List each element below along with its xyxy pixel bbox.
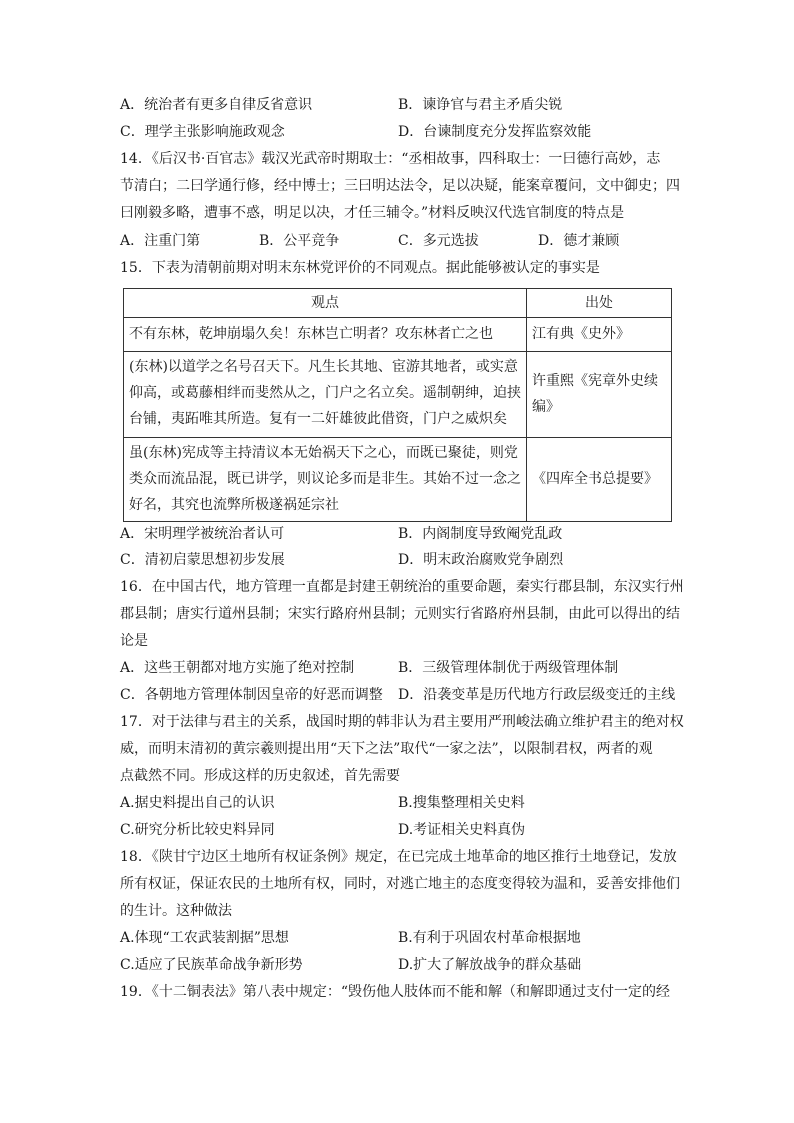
q14-stem-line-1: 14．《后汉书·百官志》载汉光武帝时期取士：“丞相故事，四科取士：一曰德行高妙，志 [120,151,661,167]
q14-stem-line-2: 节清白；二曰学通行修，经中博士；三曰明达法令，足以决疑，能案章覆问，文中御史；四 [120,178,680,194]
q18-stem-line-1: 18．《陕甘宁边区土地所有权证条例》规定，在已完成土地革命的地区推行土地登记，发放 [120,849,677,865]
row1-view-line-1: 不有东林，乾坤崩塌久矣！东林岂亡明者？攻东林者亡之也 [129,326,493,342]
q16-stem-line-1: 16．在中国古代，地方管理一直都是封建王朝统治的重要命题，秦实行郡县制，东汉实行州 [120,579,684,595]
table-header-view: 观点 [311,295,339,311]
q13-option-c: C．理学主张影响施政观念 [120,124,285,140]
q15-option-a: A．宋明理学被统治者认可 [120,526,285,542]
q14-option-b: B．公平竞争 [259,233,340,249]
q19-stem-line-1: 19．《十二铜表法》第八表中规定：“毁伤他人肢体而不能和解（和解即通过支付一定的经 [120,984,670,1000]
q17-option-b: B.搜集整理相关史料 [398,795,525,811]
q18-option-a: A.体现“工农武装割据”思想 [120,930,289,946]
row1-source-line-1: 江有典《史外》 [532,326,630,342]
q14-option-d: D．德才兼顾 [538,233,620,249]
q17-stem-line-1: 17．对于法律与君主的关系，战国时期的韩非认为君主要用严刑峻法确立维护君主的绝对权 [120,714,684,730]
q14-option-a: A．注重门第 [120,233,201,249]
row3-view-line-3: 好名，其究也流弊所极遂祸延宗社 [129,497,339,513]
q16-stem-line-3: 论是 [120,633,148,649]
row3-view-line-1: 虽(东林)宪成等主持清议本无始祸天下之心，而既已聚徒，则党 [129,445,518,461]
q17-stem-line-3: 点截然不同。形成这样的历史叙述，首先需要 [120,768,400,784]
row2-view-line-2: 仰高，或葛藤相绊而斐然从之，门户之名立矣。遥制朝绅，迫挟 [129,385,521,401]
q13-option-b: B．谏诤官与君主矛盾尖锐 [398,97,563,113]
q18-option-b: B.有利于巩固农村革命根据地 [398,930,581,946]
q15-option-d: D．明末政治腐败党争剧烈 [398,552,564,568]
q17-stem-line-2: 威，而明末清初的黄宗羲则提出用“天下之法”取代“一家之法”，以限制君权，两者的观 [120,741,653,757]
q17-option-d: D.考证相关史料真伪 [398,822,526,838]
q18-stem-line-3: 的生计。这种做法 [120,903,232,919]
q13-option-a: A．统治者有更多自律反省意识 [120,97,313,113]
q14-stem-line-3: 曰刚毅多略，遭事不惑，明足以决，才任三辅令。”材料反映汉代选官制度的特点是 [120,205,625,221]
table-column-divider [526,289,527,521]
table-row-divider [124,317,671,318]
q18-option-d: D.扩大了解放战争的群众基础 [398,957,582,973]
q15-option-b: B．内阁制度导致阉党乱政 [398,526,563,542]
q16-option-d: D．沿袭变革是历代地方行政层级变迁的主线 [398,687,676,703]
row2-view-line-3: 台铺，夷跖唯其所造。复有一二奸雄彼此借资，门户之威炽矣 [129,411,507,427]
table-row-divider [124,351,671,352]
row3-view-line-2: 类众而流品混，既已讲学，则议论多而是非生。其始不过一念之 [129,471,521,487]
q18-stem-line-2: 所有权证，保证农民的土地所有权，同时，对逃亡地主的态度变得较为温和，妥善安排他们 [120,876,680,892]
table-header-source: 出处 [585,295,613,311]
q13-option-d: D．台谏制度充分发挥监察效能 [398,124,592,140]
row2-view-line-1: (东林)以道学之名号召天下。凡生长其地、宦游其地者，或实意 [129,359,518,375]
row2-source-line-2: 编》 [532,399,560,415]
table-row-divider [124,437,671,438]
q17-option-a: A.据史料提出自己的认识 [120,795,275,811]
q15-stem: 15．下表为清朝前期对明末东林党评价的不同观点。据此能够被认定的事实是 [120,260,600,276]
q16-option-b: B．三级管理体制优于两级管理体制 [398,660,619,676]
row2-source-line-1: 许重熙《宪章外史续 [532,373,658,389]
q18-option-c: C.适应了民族革命战争新形势 [120,957,303,973]
q15-option-c: C．清初启蒙思想初步发展 [120,552,285,568]
q17-option-c: C.研究分析比较史料异同 [120,822,275,838]
row3-source-line-1: 《四库全书总提要》 [532,471,658,487]
q16-option-a: A．这些王朝都对地方实施了绝对控制 [120,660,355,676]
q14-option-c: C．多元选拔 [398,233,479,249]
q16-stem-line-2: 郡县制；唐实行道州县制；宋实行路府州县制；元则实行省路府州县制，由此可以得出的结 [120,606,680,622]
q16-option-c: C．各朝地方管理体制因皇帝的好恶而调整 [120,687,383,703]
q15-table [123,288,672,522]
